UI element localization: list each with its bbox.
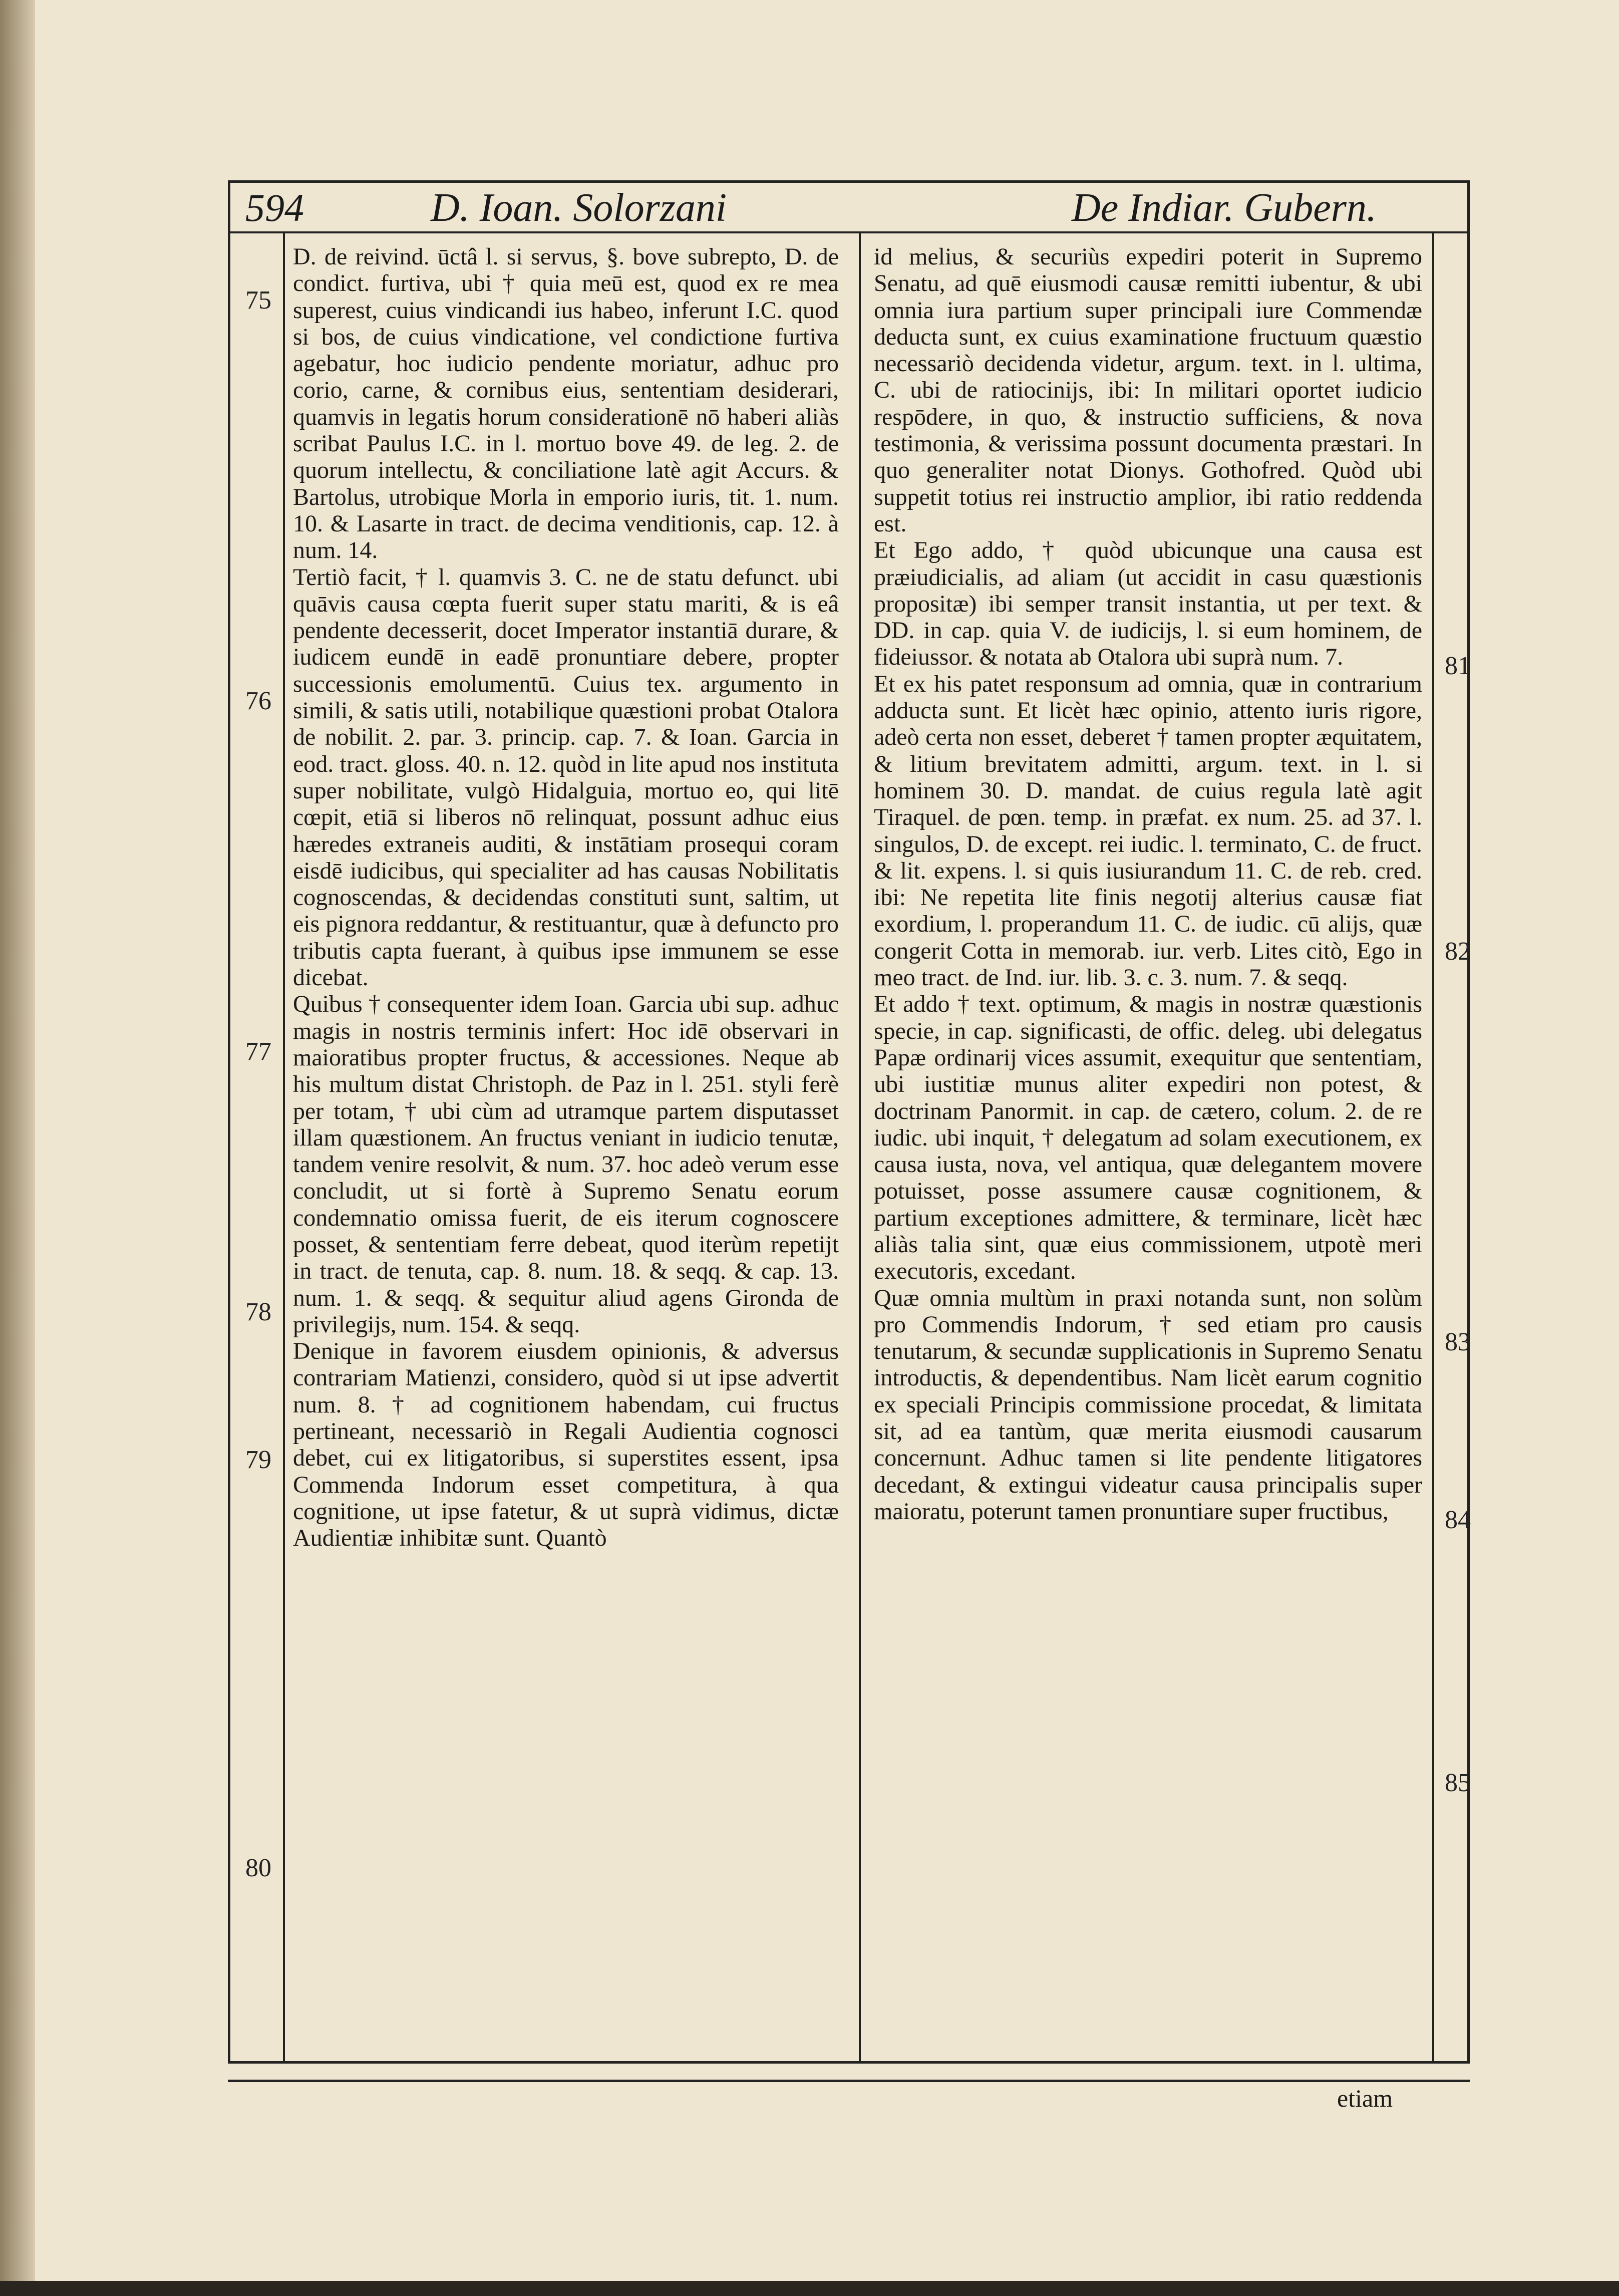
margin-number: 82 (1445, 937, 1471, 966)
paragraph: Et Ego addo, † quòd ubicunque una causa est præiudicialis, ad aliam (ut accidit in casu quæstionis propositæ) ibi semper transit instantia, ut per text. & DD. in cap. quia V. de iudicijs, l. si eum hominem, de fideiussor. & notata ab Otalora ubi suprà num. 7. (874, 537, 1422, 671)
margin-number: 75 (245, 286, 271, 315)
paragraph: Et addo † text. optimum, & magis in nostræ quæstionis specie, in cap. significasti, de offic. deleg. ubi delegatus Papæ ordinarij vices assumit, exequitur que sententiam, ubi iustitiæ munus aliter expediri non potest, & doctrinam Panormit. in cap. de cætero, colum. 2. de re iudic. ubi inquit, † delegatum ad solam executionem, ex causa iusta, nova, vel antiqua, quæ delegantem movere potuisset, posse assumere causæ cognitionem, & partium exceptiones admittere, & terminare, licèt hæc aliàs talia sint, quæ eius commissionem, utpotè meri executoris, excedant. (874, 991, 1422, 1285)
right-margin-rule (1432, 231, 1434, 2064)
paragraph: Tertiò facit, † l. quamvis 3. C. ne de statu defunct. ubi quāvis causa cœpta fuerit super statu mariti, & is eâ pendente decesserit, docet Imperator instantiā durare, & iudicem eundē in eadē pronuntiare debere, propter successionis emolumentū. Cuius tex. argumento in simili, & satis utili, notabilique quæstioni probat Otalora de nobilit. 2. par. 3. princip. cap. 7. & Ioan. Garcia in eod. tract. gloss. 40. n. 12. quòd in lite apud nos instituta super nobilitate, vulgò Hidalguia, mortuo eo, qui litē cœpit, etiā si liberos nō relinquat, possunt adhuc eius hæredes extraneis auditi, & instātiam prosequi coram eisdē iudicibus, qui specialiter ad has causas Nobilitatis cognoscendas, & decidendas constituti sunt, saltim, ut eis pignora reddantur, & restituantur, quæ à defuncto pro tributis capta fuerant, à quibus ipse immunem se esse dicebat. (293, 563, 839, 991)
page-gutter (0, 0, 35, 2296)
margin-number: 84 (1445, 1506, 1471, 1534)
header-rule (228, 231, 1470, 233)
margin-number: 77 (245, 1037, 271, 1066)
left-margin-rule (283, 231, 285, 2064)
margin-number: 85 (1445, 1769, 1471, 1797)
paragraph: Quibus † consequenter idem Ioan. Garcia ubi sup. adhuc magis in nostris terminis infert: Hoc idē observari in maioratibus propter fructus, & accessiones. Neque ab his multum distat Christoph. de Paz in l. 251. styli ferè per totam, † ubi cùm ad utramque partem disputasset illam quæstionem. An fructus veniant in iudicio tenutæ, tandem venire resolvit, & num. 37. hoc adeò verum esse concludit, ut si fortè à Supremo Senatu eorum condemnatio omissa fuerit, de eis iterum cognoscere posset, & sententiam ferre debeat, quod iterùm repetijt in tract. de tenuta, cap. 8. num. 18. & seqq. & cap. 13. num. 1. & seqq. & sequitur aliud agens Gironda de privilegijs, num. 154. & seqq. (293, 991, 839, 1338)
margin-number: 76 (245, 687, 271, 715)
margin-number: 81 (1445, 652, 1471, 680)
margin-number: 78 (245, 1298, 271, 1326)
paragraph: Quæ omnia multùm in praxi notanda sunt, non solùm pro Commendis Indorum, † sed etiam pro causis tenutarum, & secundæ supplicationis in Supremo Senatu introductis, & dependentibus. Nam licèt earum cognitio ex speciali Principis commissione procedat, & limitata sit, ad ea tantùm, quæ merita eiusmodi causarum concernunt. Adhuc tamen si lite pendente litigatores decedant, & extingui videatur causa principalis super maioratu, poterunt tamen pronuntiare super fructibus, (874, 1284, 1422, 1525)
scan-edge-shadow (0, 2281, 1619, 2296)
margin-number: 83 (1445, 1328, 1471, 1356)
paragraph: Et ex his patet responsum ad omnia, quæ in contrarium adducta sunt. Et licèt hæc opinio, attento iuris rigore, adeò certa non esset, deberet † tamen propter æquitatem, & litium brevitatem admitti, argum. text. in l. si hominem 30. D. mandat. de cuius regula latè agit Tiraquel. de pœn. temp. in præfat. ex num. 25. ad 37. l. singulos, D. de except. rei iudic. l. terminato, C. de fruct. & lit. expens. l. si quis iusiurandum 11. C. de reb. cred. ibi: Ne repetita lite finis negotij alterius causæ fiat exordium, l. properandum 11. C. de iudic. cū alijs, quæ congerit Cotta in memorab. iur. verb. Lites citò, Ego in meo tract. de Ind. iur. lib. 3. c. 3. num. 7. & seqq. (874, 670, 1422, 991)
margin-number: 80 (245, 1854, 271, 1882)
center-column-rule (859, 231, 861, 2064)
page-number: 594 (245, 186, 304, 229)
bottom-rule (228, 2080, 1470, 2082)
left-text-column (293, 243, 839, 2052)
paragraph: D. de reivind. ūctâ l. si servus, §. bove subrepto, D. de condict. furtiva, ubi † quia meū est, quod ex re mea superest, cuius vindicandi ius habeo, inferunt I.C. quod si bos, de cuius vindicatione, vel condictione furtiva agebatur, hoc iudicio pendente moriatur, adhuc pro corio, carne, & cornibus eius, sententiam desiderari, quamvis in legatis horum considerationē nō haberi aliàs scribat Paulus I.C. in l. mortuo bove 49. de leg. 2. de quorum intellectu, & conciliatione latè agit Accurs. & Bartolus, utrobique Morla in emporio iuris, tit. 1. num. 10. & Lasarte in tract. de decima venditionis, cap. 12. à num. 14. (293, 243, 839, 564)
catchword: etiam (1337, 2084, 1393, 2112)
margin-number: 79 (245, 1446, 271, 1474)
right-text-column (874, 243, 1422, 2052)
paragraph: Denique in favorem eiusdem opinionis, & adversus contrariam Matienzi, considero, quòd si ut ipse advertit num. 8. † ad cognitionem habendam, cui fructus pertineant, necessariò in Regali Audientia cognosci debet, cui ex litigatoribus, si superstites essent, ipsa Commenda Indorum esset competitura, à qua cognitione, ut ipse fatetur, & ut suprà vidimus, dictæ Audientiæ inhibitæ sunt. Quantò (293, 1338, 839, 1552)
paragraph: id melius, & securiùs expediri poterit in Supremo Senatu, ad quē eiusmodi causæ remitti iubentur, & ubi omnia iura partium super principali iure Commendæ deducta sunt, ex cuius examinatione fructuum quæstio necessariò decidenda videtur, argum. text. in l. ultima, C. ubi de ratiocinijs, ibi: In militari oportet iudicio respōdere, in quo, & instructio sufficiens, & nova testimonia, & verissima possunt documenta præstari. In quo generaliter notat Dionys. Gothofred. Quòd ubi suppetit totius rei instructio amplior, ibi ratio reddenda est. (874, 243, 1422, 537)
running-head-title: De Indiar. Gubern. (1072, 186, 1377, 230)
running-head-author: D. Ioan. Solorzani (431, 186, 727, 230)
